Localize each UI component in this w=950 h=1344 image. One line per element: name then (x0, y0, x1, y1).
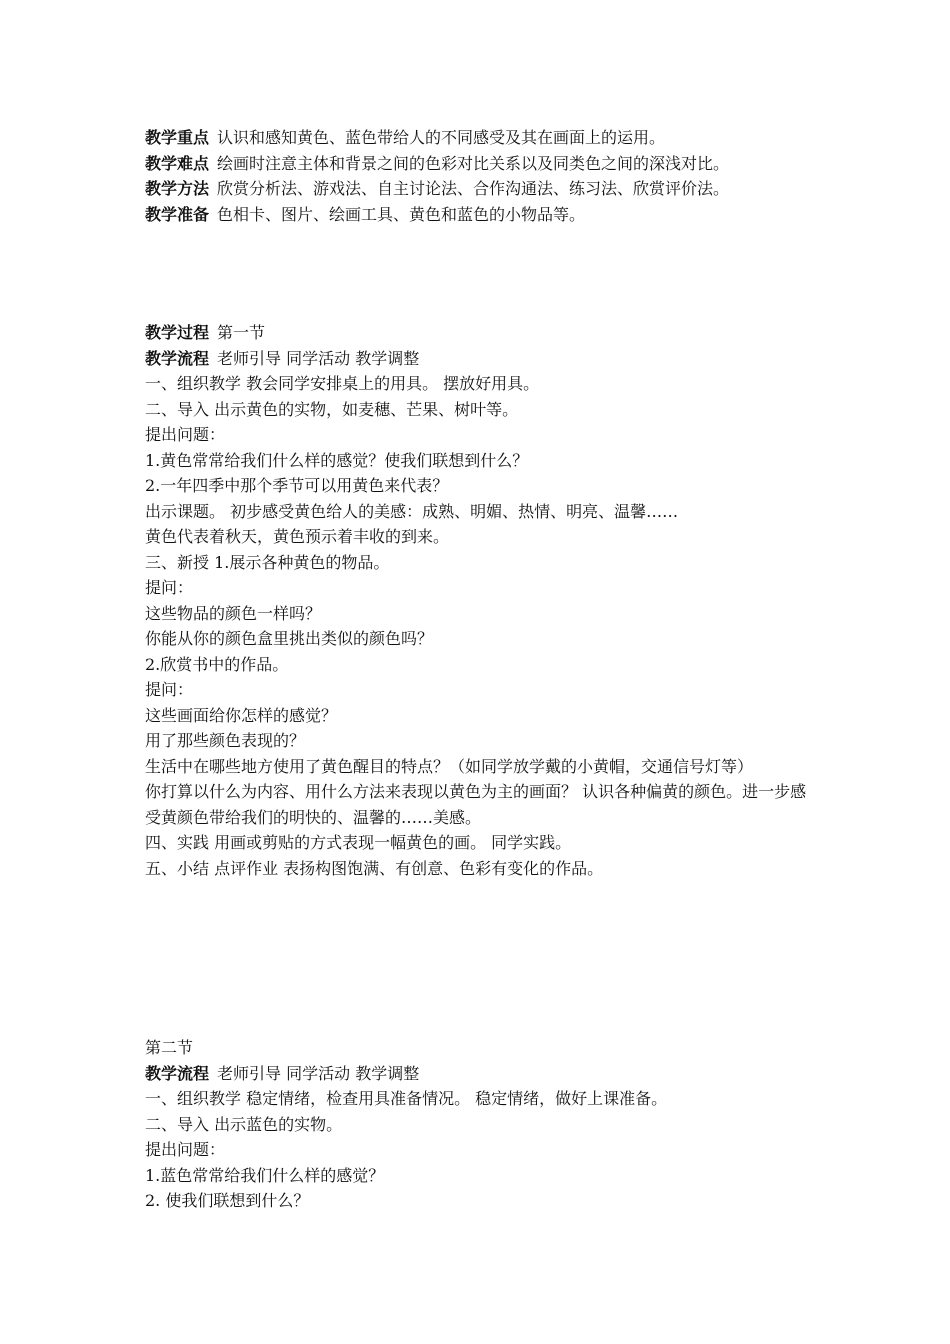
difficulties-line (145, 151, 810, 177)
key-points-line (145, 125, 810, 151)
methods-text: 欣赏分析法、游戏法、自主讨论法、合作沟通法、练习法、欣赏评价法。 (217, 179, 730, 198)
section1-line: 2.一年四季中那个季节可以用黄色来代表？ (145, 476, 449, 495)
difficulties-label: 教学难点 (145, 153, 210, 173)
difficulties-text: 绘画时注意主体和背景之间的色彩对比关系以及同类色之间的深浅对比。 (217, 153, 730, 173)
preparation-line (145, 202, 810, 228)
section2-line: 提出问题： (145, 1140, 226, 1159)
section1-line: 四、实践 用画或剪贴的方式表现一幅黄色的画。 同学实践。 (145, 833, 572, 852)
section1-line: 你打算以什么为内容、用什么方法来表现以黄色为主的画面？ 认识各种偏黄的颜色。进一步感受黄颜色带给我们的明快的、温馨的……美感。 (145, 782, 807, 827)
section1-title-line (145, 320, 810, 346)
section1-line: 提出问题： (145, 425, 226, 444)
section2-line: 一、组织教学 稳定情绪，检查用具准备情况。 稳定情绪，做好上课准备。 (145, 1089, 668, 1108)
section1-line: 五、小结 点评作业 表扬构图饱满、有创意、色彩有变化的作品。 (145, 858, 604, 878)
section1-line: 2.欣赏书中的作品。 (145, 654, 289, 674)
section1-line: 三、新授 1.展示各种黄色的物品。 (145, 552, 390, 572)
key-points-label: 教学重点 (145, 128, 210, 147)
section1-line: 这些物品的颜色一样吗？ (145, 603, 322, 623)
section2-flow-text: 老师引导 同学活动 教学调整 (217, 1063, 420, 1083)
methods-line (145, 176, 810, 202)
section1-line: 生活中在哪些地方使用了黄色醒目的特点？（如同学放学戴的小黄帽，交通信号灯等） (145, 756, 754, 776)
section1-flow-label: 教学流程 (145, 348, 210, 368)
preparation-text: 色相卡、图片、绘画工具、黄色和蓝色的小物品等。 (217, 204, 586, 224)
section1-flow-line (145, 346, 810, 372)
section1-line: 提问： (145, 680, 194, 699)
section2-line: 二、导入 出示蓝色的实物。 (145, 1114, 343, 1134)
section2-flow-line (145, 1061, 810, 1087)
preparation-label: 教学准备 (145, 204, 210, 224)
section2-block (145, 1035, 810, 1214)
section1-flow-text: 老师引导 同学活动 教学调整 (217, 348, 420, 368)
section1-line: 这些画面给你怎样的感觉？ (145, 705, 338, 725)
section1-line: 二、导入 出示黄色的实物，如麦穗、芒果、树叶等。 (145, 399, 519, 419)
section1-line: 出示课题。 初步感受黄色给人的美感：成熟、明媚、热情、明亮、温馨…… (145, 501, 679, 521)
methods-label: 教学方法 (145, 179, 210, 198)
section1-line: 你能从你的颜色盒里挑出类似的颜色吗？ (145, 629, 434, 648)
section2-line: 2. 使我们联想到什么？ (145, 1191, 310, 1210)
section2-line: 1.蓝色常常给我们什么样的感觉？ (145, 1165, 385, 1185)
section1-line: 黄色代表着秋天，黄色预示着丰收的到来。 (145, 527, 450, 546)
section1-line: 提问： (145, 578, 194, 597)
section1-title: 第一节 (217, 323, 266, 342)
section2-title: 第二节 (145, 1038, 194, 1057)
section1-block (145, 320, 810, 881)
section1-line: 1.黄色常常给我们什么样的感觉？使我们联想到什么？ (145, 450, 529, 470)
key-points-text: 认识和感知黄色、蓝色带给人的不同感受及其在画面上的运用。 (217, 128, 666, 147)
section1-line: 用了那些颜色表现的？ (145, 731, 306, 750)
section2-flow-label: 教学流程 (145, 1063, 210, 1083)
intro-block (145, 125, 810, 227)
process-label: 教学过程 (145, 323, 210, 342)
section1-line: 一、组织教学 教会同学安排桌上的用具。 摆放好用具。 (145, 374, 540, 393)
